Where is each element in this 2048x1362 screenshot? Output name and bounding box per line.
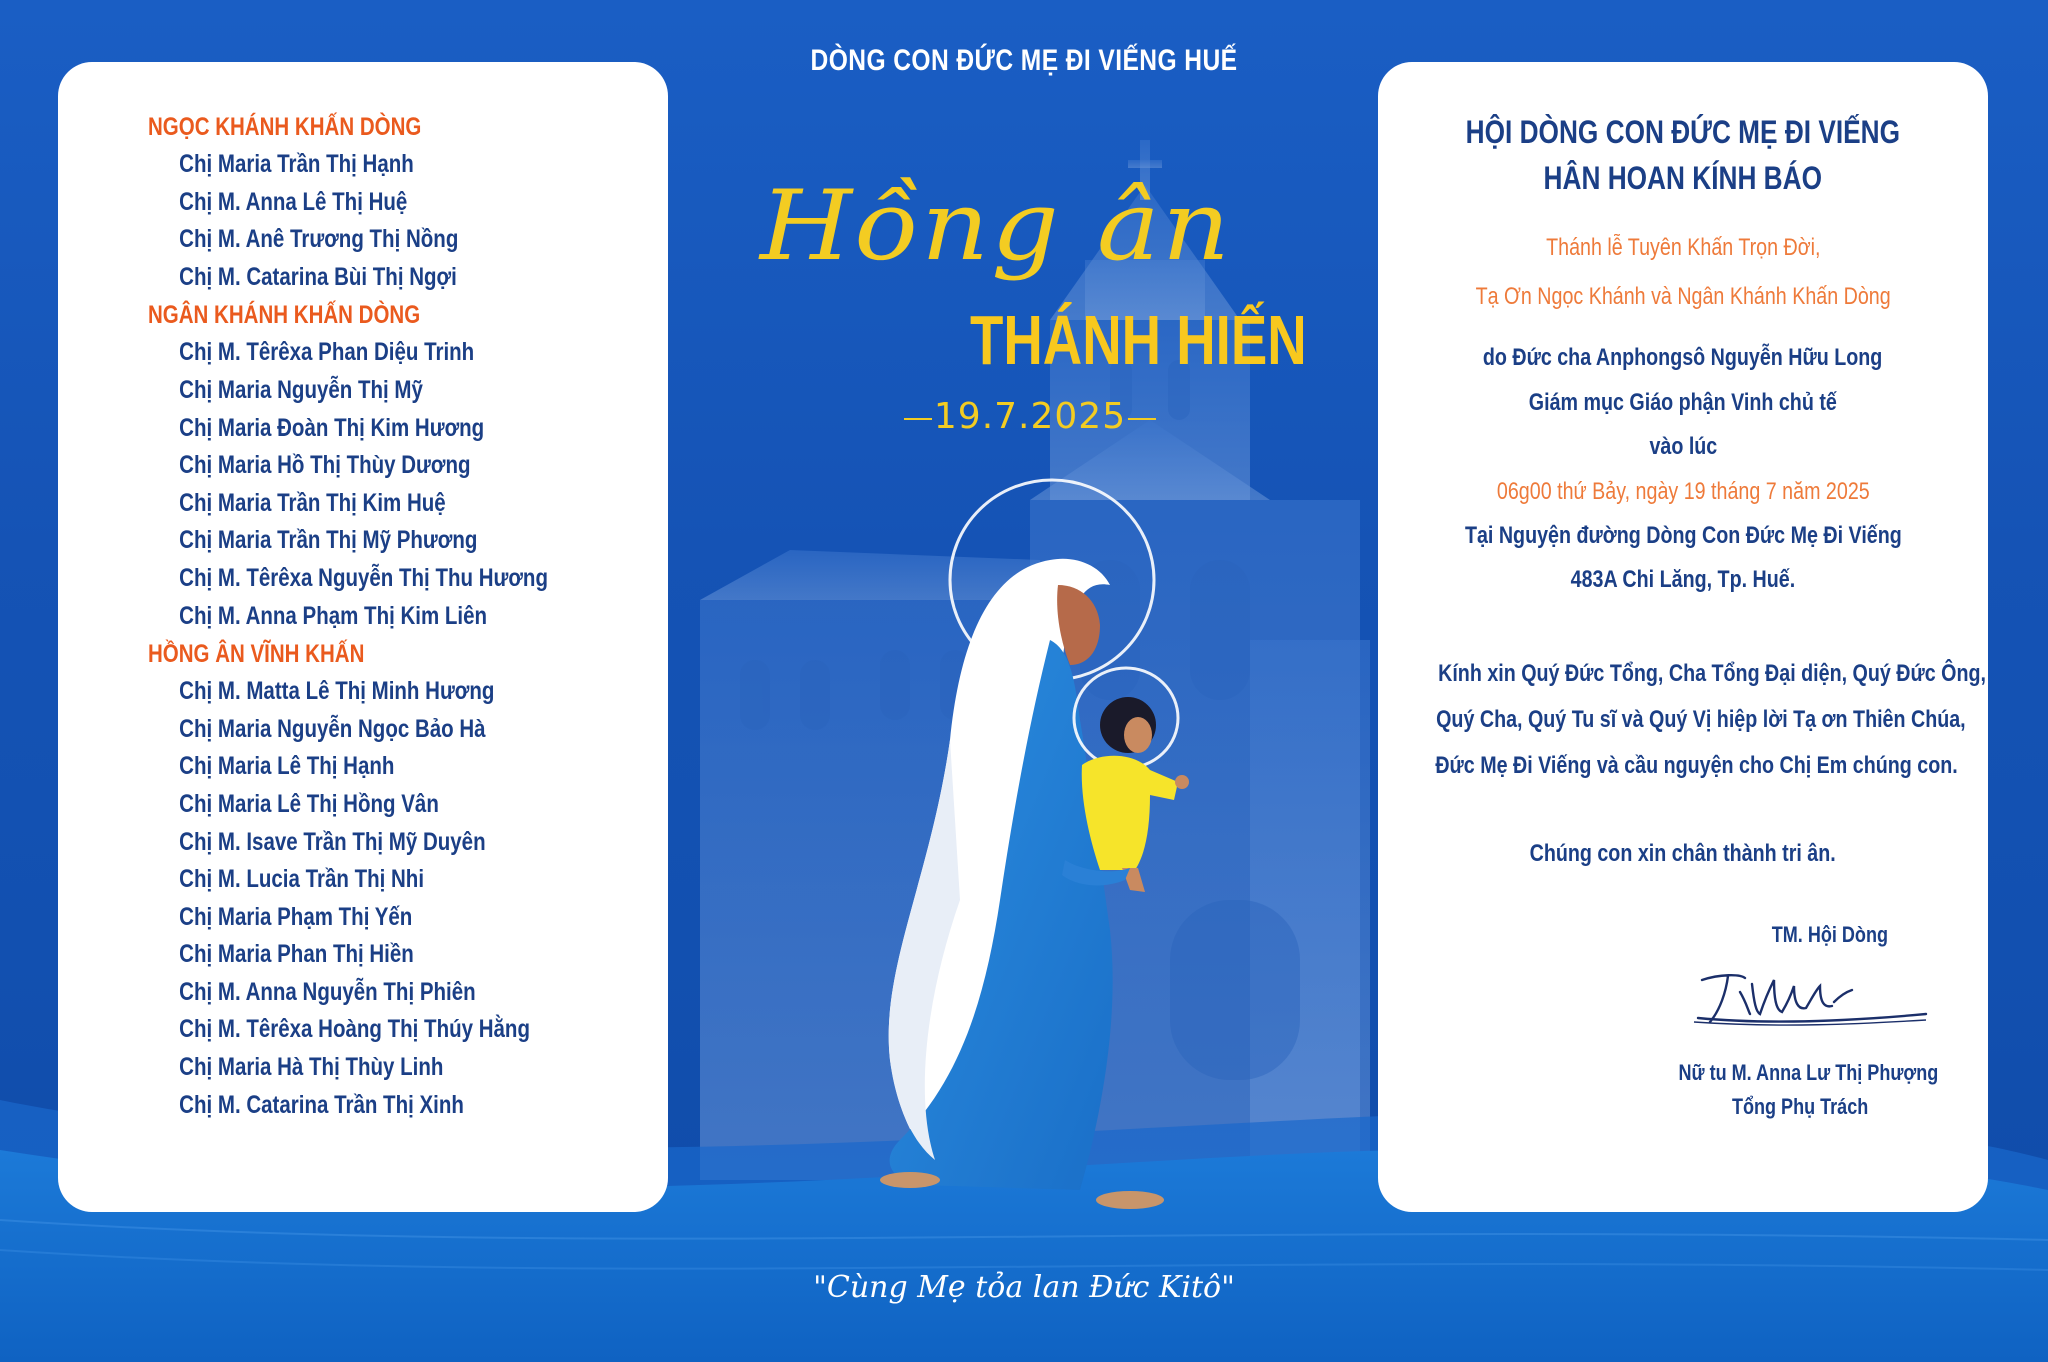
announcement-heading-2: HÂN HOAN KÍNH BÁO xyxy=(1543,160,1823,196)
event-line-2: Tạ Ơn Ngọc Khánh và Ngân Khánh Khấn Dòng xyxy=(1475,283,1891,310)
list-item: Chị Maria Phan Thị Hiền xyxy=(179,940,414,969)
list-item: Chị M. Têrêxa Hoàng Thị Thúy Hằng xyxy=(179,1015,530,1044)
list-item: Chị Maria Trần Thị Mỹ Phương xyxy=(179,526,478,555)
list-item: Chị Maria Nguyễn Ngọc Bảo Hà xyxy=(179,714,486,743)
list-item: Chị Maria Hà Thị Thùy Linh xyxy=(179,1053,444,1082)
celebrant-line-1: do Đức cha Anphongsô Nguyễn Hữu Long xyxy=(1483,344,1883,371)
list-item: Chị M. Lucia Trần Thị Nhi xyxy=(179,865,425,894)
list-item: Chị Maria Trần Thị Hạnh xyxy=(179,150,414,178)
section-heading: HỒNG ÂN VĨNH KHẤN xyxy=(148,640,365,669)
thanks-line: Chúng con xin chân thành tri ân. xyxy=(1529,840,1837,867)
list-item: Chị Maria Nguyễn Thị Mỹ xyxy=(179,375,423,404)
invite-line-2: Quý Cha, Quý Tu sĩ và Quý Vị hiệp lời Tạ ơn Thiên Chúa, xyxy=(1436,706,1966,733)
script-title: Hồng ân xyxy=(760,170,1233,282)
list-item: Chị Maria Trần Thị Kim Huệ xyxy=(179,488,446,517)
org-title: DÒNG CON ĐỨC MẸ ĐI VIẾNG HUẾ xyxy=(810,44,1238,77)
time-intro: vào lúc xyxy=(1649,433,1717,460)
date-right-dash xyxy=(1128,418,1156,420)
list-item: Chị M. Isave Trần Thị Mỹ Duyên xyxy=(179,827,486,856)
venue-line-1: Tại Nguyện đường Dòng Con Đức Mẹ Đi Viếng xyxy=(1464,522,1902,549)
list-item: Chị M. Têrêxa Nguyễn Thị Thu Hương xyxy=(179,563,548,592)
section-heading: NGÂN KHÁNH KHẤN DÒNG xyxy=(148,301,421,330)
main-title: THÁNH HIẾN xyxy=(970,301,1307,379)
event-date: 19.7.2025 xyxy=(933,396,1127,437)
list-item: Chị M. Catarina Bùi Thị Ngợi xyxy=(179,262,457,291)
list-item: Chị Maria Hồ Thị Thùy Dương xyxy=(179,451,471,480)
list-item: Chị Maria Lê Thị Hồng Vân xyxy=(179,789,439,818)
list-item: Chị M. Anê Trương Thị Nồng xyxy=(179,225,459,254)
invite-line-1: Kính xin Quý Đức Tổng, Cha Tổng Đại diện, Quý Đức Ông, xyxy=(1438,660,1986,687)
list-item: Chị M. Anna Lê Thị Huệ xyxy=(179,187,408,216)
signer-title: Tổng Phụ Trách xyxy=(1731,1094,1869,1119)
handwritten-signature xyxy=(1690,962,1930,1032)
celebrant-line-2: Giám mục Giáo phận Vinh chủ tế xyxy=(1528,389,1838,416)
list-item: Chị Maria Phạm Thị Yến xyxy=(179,902,413,931)
invite-line-3: Đức Mẹ Đi Viếng và cầu nguyện cho Chị Em chúng con. xyxy=(1435,752,1958,779)
signer-name: Nữ tu M. Anna Lư Thị Phượng xyxy=(1678,1060,1939,1085)
section-heading: NGỌC KHÁNH KHẤN DÒNG xyxy=(148,113,422,141)
sign-on-behalf: TM. Hội Dòng xyxy=(1771,922,1889,947)
event-line-1: Thánh lễ Tuyên Khấn Trọn Đời, xyxy=(1545,234,1821,261)
list-item: Chị M. Anna Nguyễn Thị Phiên xyxy=(179,977,476,1006)
motto: "Cùng Mẹ tỏa lan Đức Kitô" xyxy=(813,1270,1235,1305)
list-item: Chị M. Matta Lê Thị Minh Hương xyxy=(179,677,495,706)
list-item: Chị M. Anna Phạm Thị Kim Liên xyxy=(179,601,488,630)
list-item: Chị Maria Đoàn Thị Kim Hương xyxy=(179,413,485,442)
venue-line-2: 483A Chi Lăng, Tp. Huế. xyxy=(1570,566,1796,593)
announcement-heading-1: HỘI DÒNG CON ĐỨC MẸ ĐI VIẾNG xyxy=(1465,114,1901,150)
event-time: 06g00 thứ Bảy, ngày 19 tháng 7 năm 2025 xyxy=(1496,478,1870,505)
names-list xyxy=(148,108,668,1124)
list-item: Chị M. Catarina Trần Thị Xinh xyxy=(179,1090,464,1119)
list-item: Chị M. Têrêxa Phan Diệu Trinh xyxy=(179,338,475,367)
list-item: Chị Maria Lê Thị Hạnh xyxy=(179,752,395,781)
